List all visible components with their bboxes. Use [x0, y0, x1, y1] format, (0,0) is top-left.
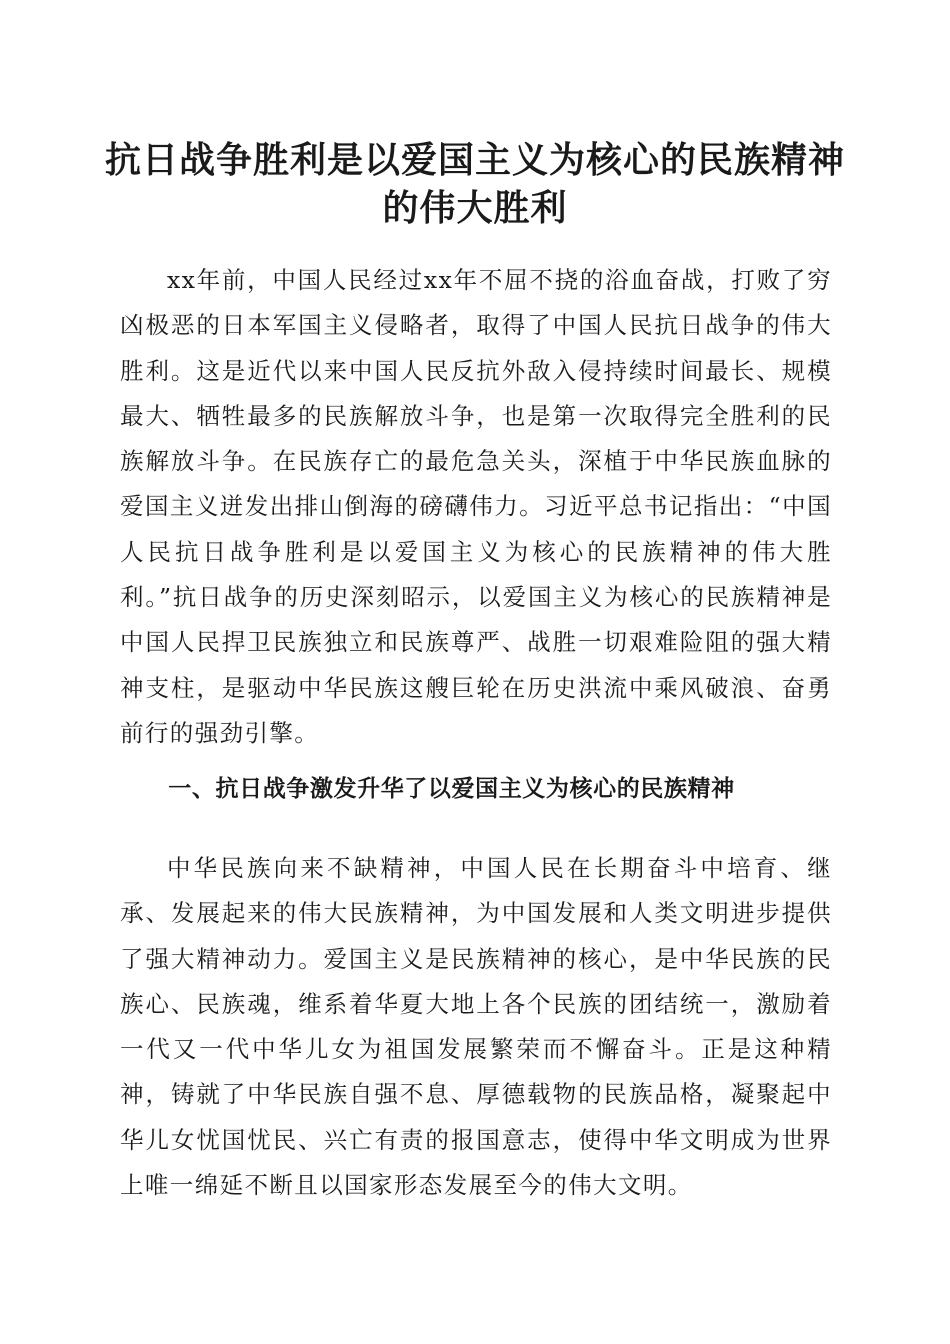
document-title-line-2: 的伟大胜利 [382, 187, 568, 229]
section-heading-1: 一、抗日战争激发升华了以爱国主义为核心的民族精神 [168, 776, 735, 802]
body-paragraph-2: 中华民族向来不缺精神，中国人民在长期奋斗中培育、继承、发展起来的伟大民族精神，为中国发展和人类文明进步提供了强大精神动力。爱国主义是民族精神的核心，是中华民族的民族心、民族魂，维系着华夏大地上各个民族的团结统一，激励着一代又一代中华儿女为祖国发展繁荣而不懈奋斗。正是这种精神，铸就了中华民族自强不息、厚德载物的民族品格，凝聚起中华儿女忧国忧民、兴亡有责的报国意志，使得中华文明成为世界上唯一绵延不断且以国家形态发展至今的伟大文明。 [120, 854, 832, 1200]
document-title-line-1: 抗日战争胜利是以爱国主义为核心的民族精神 [104, 139, 845, 181]
body-paragraph-1: xx年前，中国人民经过xx年不屈不挠的浴血奋战，打败了穷凶极恶的日本军国主义侵略者，取得了中国人民抗日战争的伟大胜利。这是近代以来中国人民反抗外敌入侵持续时间最长、规模最大、牺牲最多的民族解放斗争，也是第一次取得完全胜利的民族解放斗争。在民族存亡的最危急关头，深植于中华民族血脉的爱国主义迸发出排山倒海的磅礴伟力。习近平总书记指出：“中国人民抗日战争胜利是以爱国主义为核心的民族精神的伟大胜利。”抗日战争的历史深刻昭示，以爱国主义为核心的民族精神是中国人民捍卫民族独立和民族尊严、战胜一切艰难险阻的强大精神支柱，是驱动中华民族这艘巨轮在历史洪流中乘风破浪、奋勇前行的强劲引擎。 [120, 266, 832, 747]
